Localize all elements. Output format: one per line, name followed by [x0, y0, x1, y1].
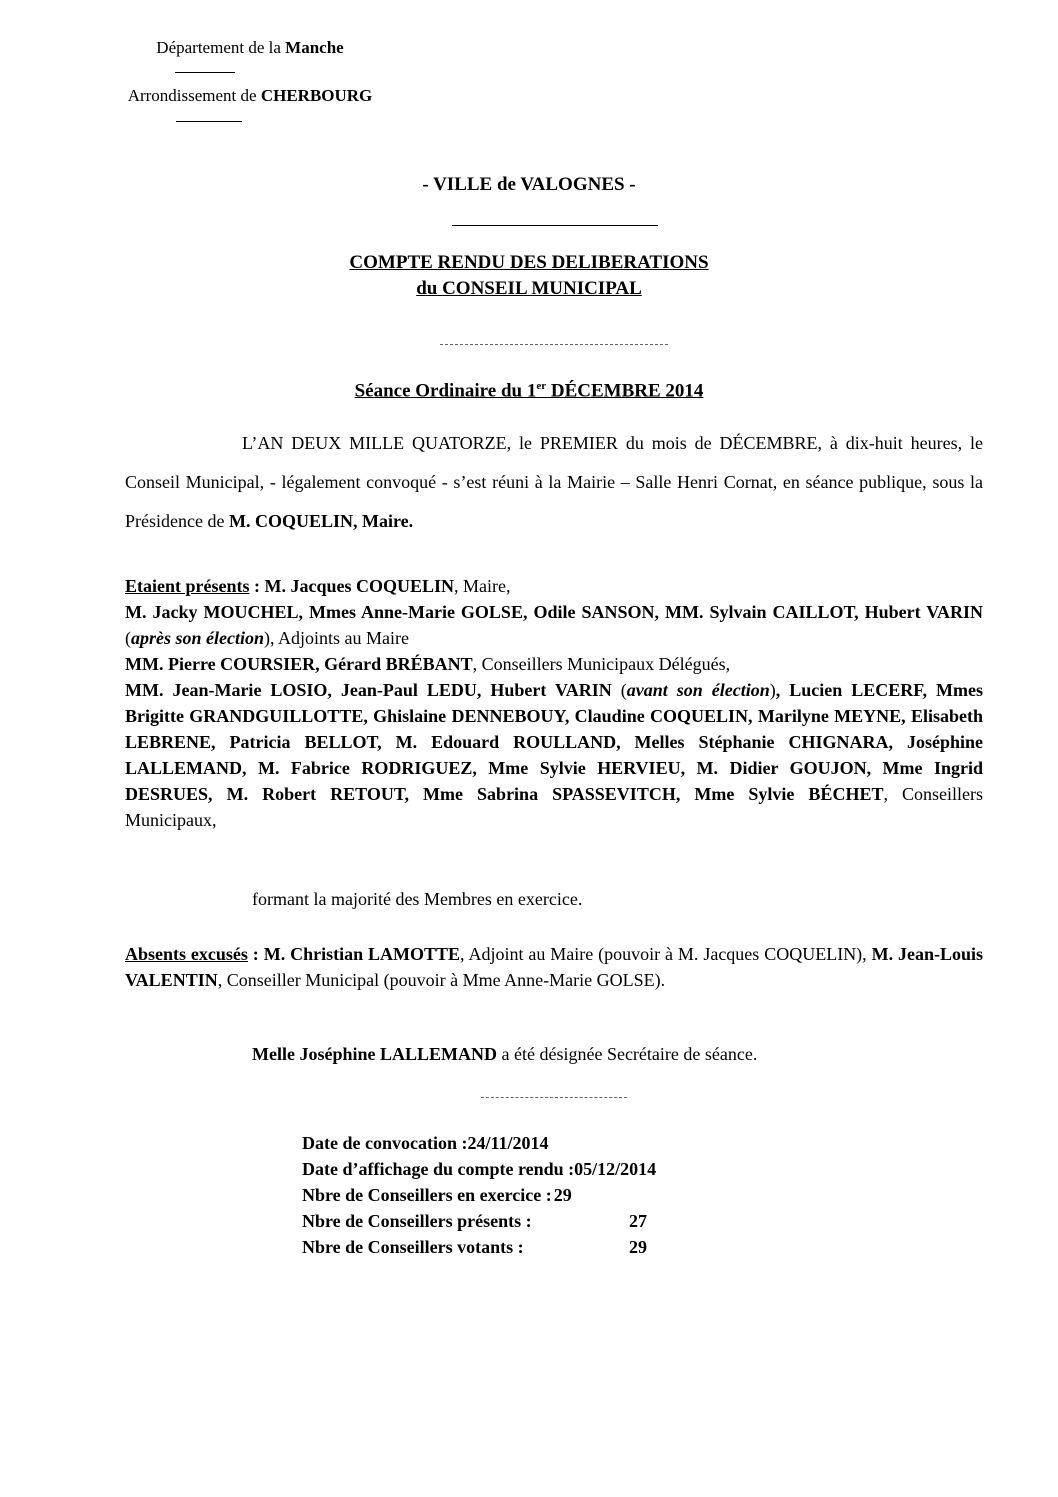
departement-line: Département de la Manche: [156, 38, 344, 57]
presents-maire-line: Etaient présents : M. Jacques COQUELIN, Maire,: [125, 576, 511, 596]
info-row-presents: Nbre de Conseillers présents : 27: [302, 1211, 647, 1231]
title-line-2: du CONSEIL MUNICIPAL: [416, 278, 642, 299]
info-row-affichage: Date d’affichage du compte rendu :05/12/2014: [302, 1159, 657, 1179]
president: M. COQUELIN, Maire.: [228, 511, 414, 531]
presents-delegues: MM. Pierre COURSIER, Gérard BRÉBANT, Conseillers Municipaux Délégués,: [125, 654, 731, 674]
presents-adjoints: M. Jacky MOUCHEL, Mmes Anne-Marie GOLSE, Odile SANSON, MM. Sylvain CAILLOT, Hubert VARIN (après son élection), Adjoints au Maire: [125, 602, 983, 648]
arrondissement-line: Arrondissement de CHERBOURG: [127, 86, 373, 105]
header-divider-1: [175, 72, 235, 73]
info-divider: [481, 1097, 627, 1098]
presents-paragraph: [125, 573, 983, 833]
arrondissement-name: CHERBOURG: [260, 86, 373, 105]
absents-label: Absents excusés: [125, 944, 248, 964]
seance-title: Séance Ordinaire du 1er DÉCEMBRE 2014: [354, 380, 704, 402]
ville-title: - VILLE de VALOGNES -: [422, 174, 636, 195]
info-row-votants: Nbre de Conseillers votants : 29: [302, 1237, 647, 1257]
majorite-line: formant la majorité des Membres en exercice.: [252, 889, 583, 909]
intro-paragraph: L’AN DEUX MILLE QUATORZE, le PREMIER du mois de DÉCEMBRE, à dix-huit heures, le Conseil Municipal, - légalement convoqué - s’est réuni à la Mairie – Salle Henri Cornat, en séance publique, sous la Présidence de M. COQUELIN, Maire.: [125, 433, 983, 531]
absents-paragraph: Absents excusés : M. Christian LAMOTTE, Adjoint au Maire (pouvoir à M. Jacques COQUELIN), M. Jean-Louis VALENTIN, Conseiller Municipal (pouvoir à Mme Anne-Marie GOLSE).: [125, 944, 984, 990]
title-line-1: COMPTE RENDU DES DELIBERATIONS: [349, 252, 709, 273]
secretaire-line: Melle Joséphine LALLEMAND a été désignée Secrétaire de séance.: [252, 1044, 758, 1064]
ville-divider: [452, 225, 658, 226]
title-divider: [440, 344, 668, 345]
header-divider-2: [176, 121, 242, 122]
info-row-exercice: Nbre de Conseillers en exercice :29: [302, 1185, 572, 1205]
departement-name: Manche: [285, 38, 344, 57]
presents-label: Etaient présents: [125, 576, 250, 596]
info-row-convocation: Date de convocation :24/11/2014: [302, 1133, 549, 1153]
presents-conseillers: MM. Jean-Marie LOSIO, Jean-Paul LEDU, Hubert VARIN (avant son élection), Lucien LECERF, Mmes Brigitte GRANDGUILLOTTE, Ghislaine DENNEBOUY, Claudine COQUELIN, Marilyne MEYNE, Elisabeth LEBRENE, Patricia BELLOT, M. Edouard ROULLAND, Melles Stéphanie CHIGNARA, Joséphine LALLEMAND, M. Fabrice RODRIGUEZ, Mme Sylvie HERVIEU, M. Didier GOUJON, Mme Ingrid DESRUES, M. Robert RETOUT, Mme Sabrina SPASSEVITCH, Mme Sylvie BÉCHET, Conseillers Municipaux,: [125, 680, 984, 830]
